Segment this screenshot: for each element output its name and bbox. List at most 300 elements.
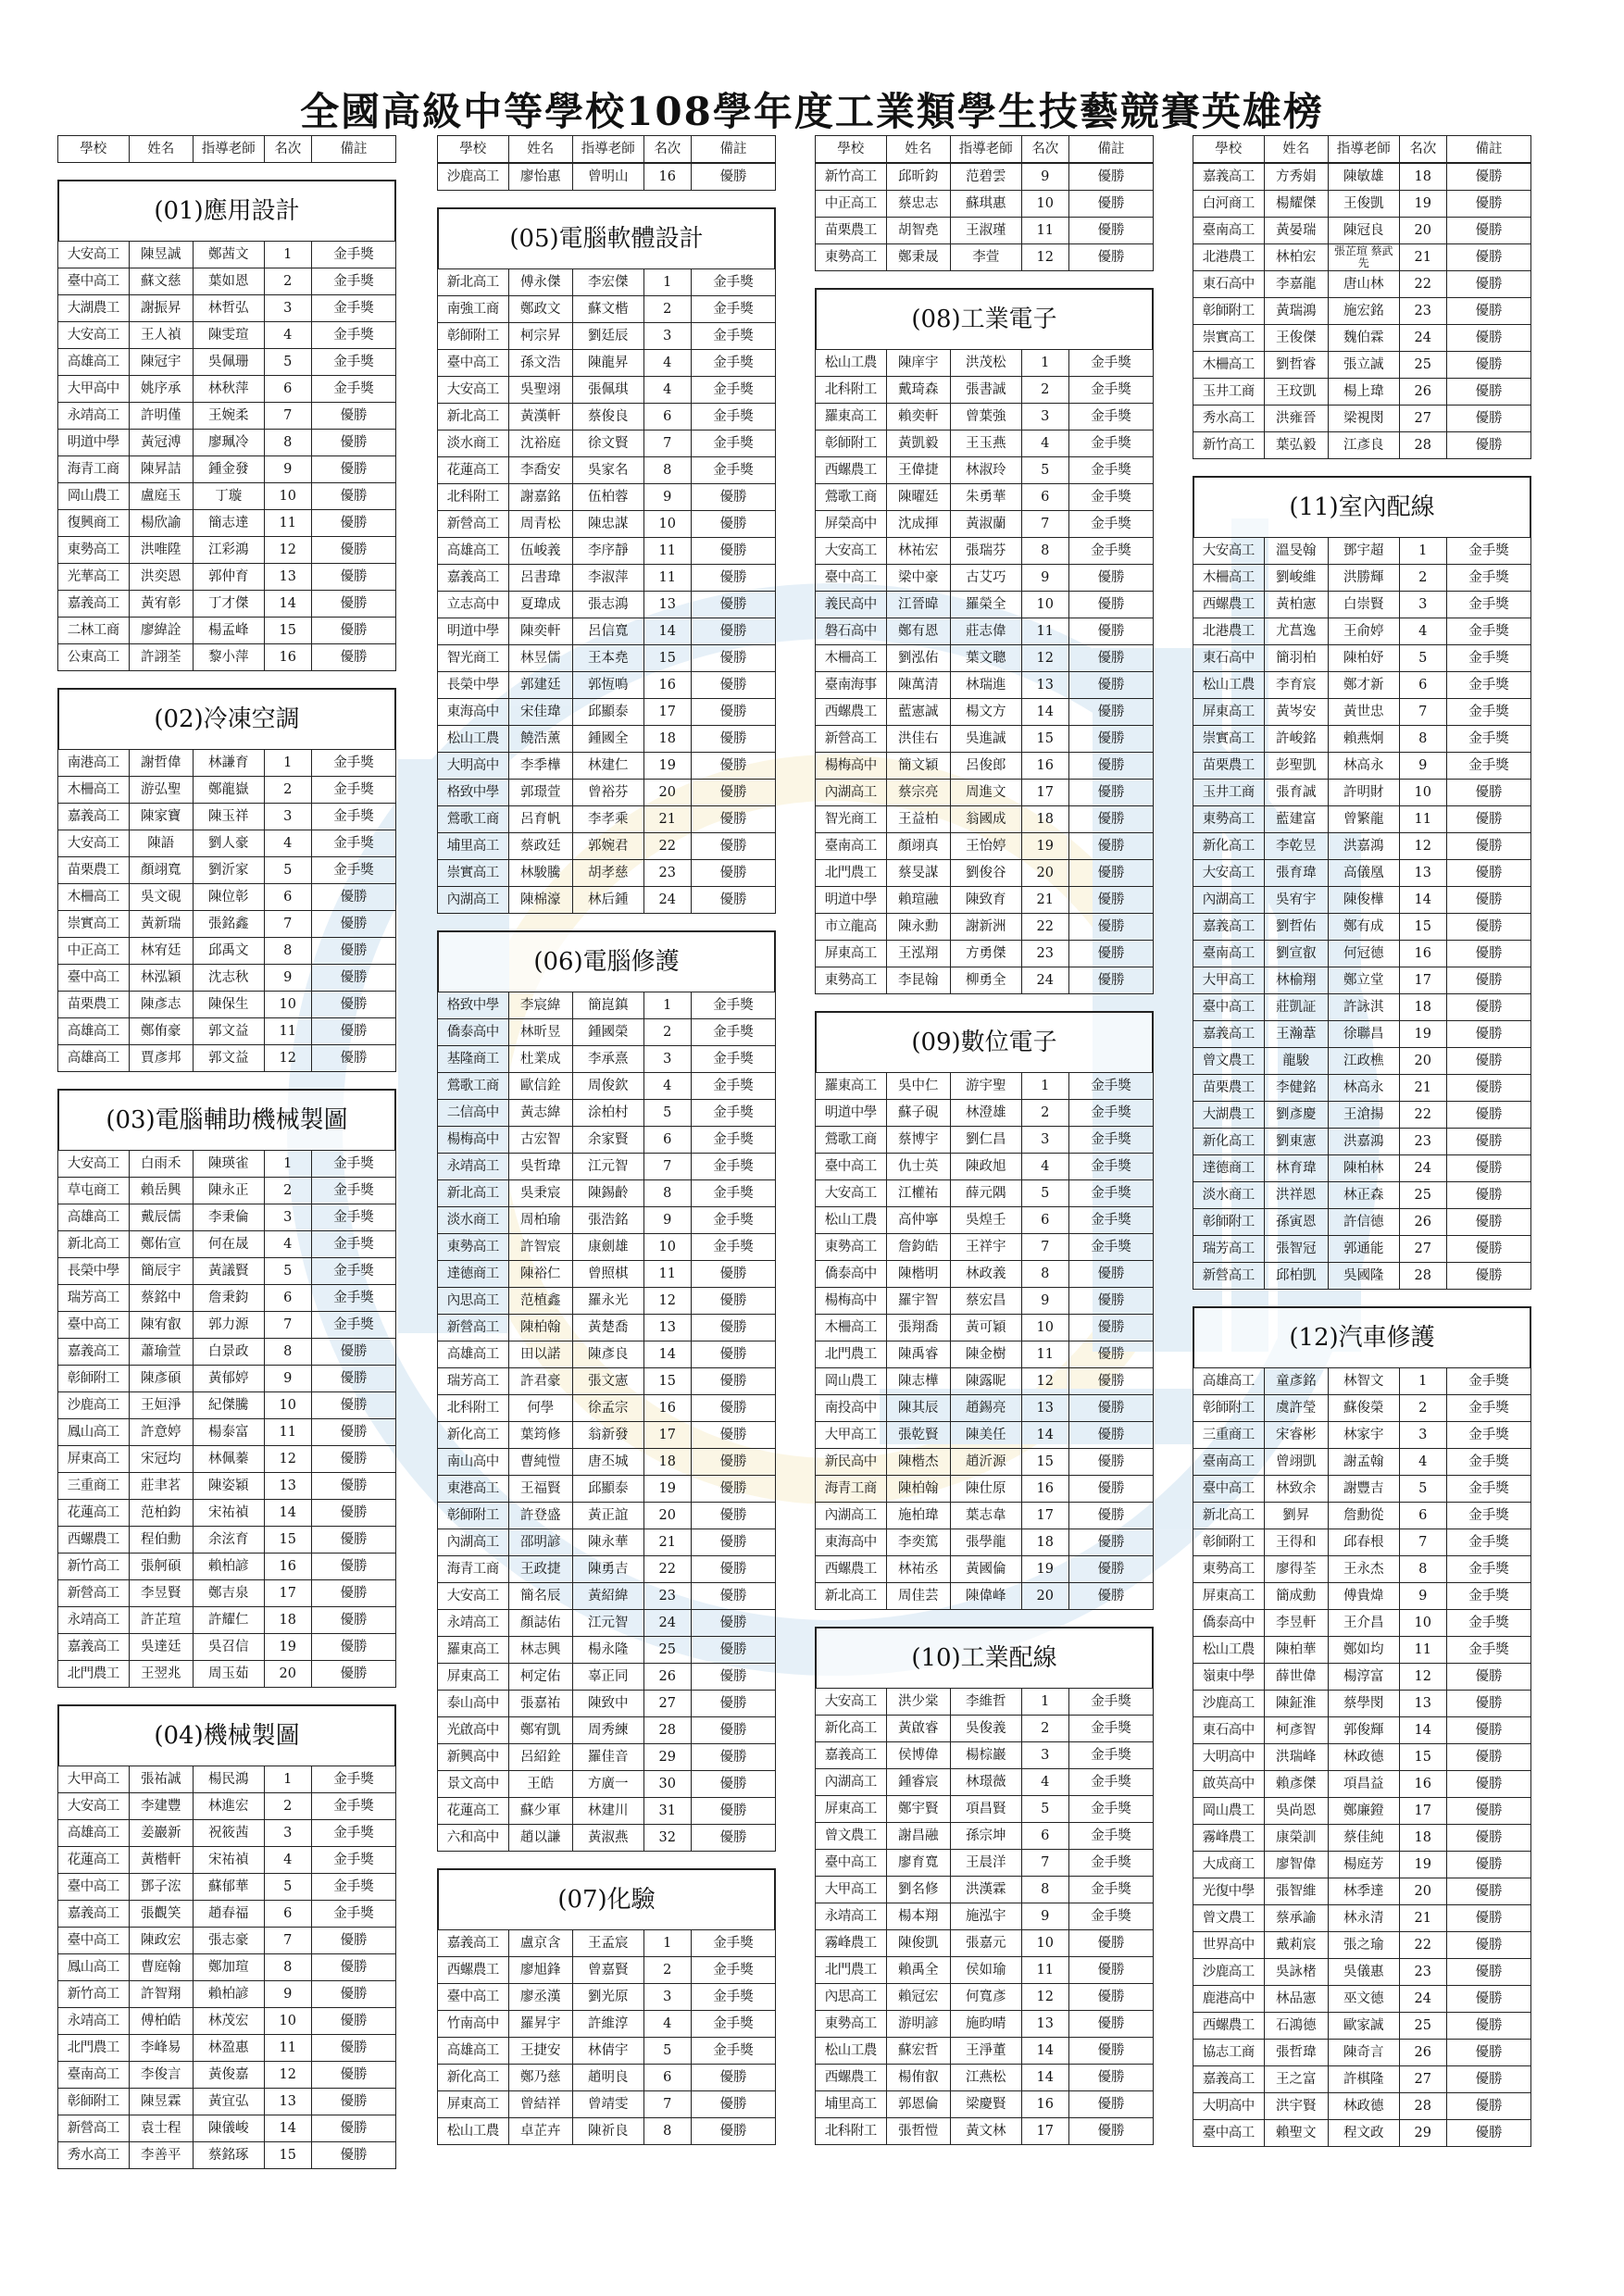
teacher-cell: 洪嘉鴻 xyxy=(1328,833,1399,860)
school-cell: 永靖高工 xyxy=(58,1607,130,1634)
name-cell: 陳政宏 xyxy=(129,1928,193,1954)
school-cell: 格致中學 xyxy=(438,780,509,806)
teacher-cell: 陳奇言 xyxy=(1328,2040,1399,2066)
school-cell: 松山工農 xyxy=(816,1207,887,1234)
school-cell: 立志高中 xyxy=(438,592,509,618)
rank-cell: 21 xyxy=(1399,244,1446,271)
header-cell: 指導老師 xyxy=(950,136,1021,163)
rank-cell: 15 xyxy=(643,1368,691,1395)
teacher-cell: 林盈惠 xyxy=(193,2035,264,2062)
school-cell: 瑞芳高工 xyxy=(58,1285,130,1312)
table-row xyxy=(1193,379,1531,406)
table-row xyxy=(816,1583,1154,1610)
rank-cell: 3 xyxy=(1021,1127,1068,1154)
teacher-cell: 何寬彥 xyxy=(950,1984,1021,2011)
name-cell: 陳昱霖 xyxy=(129,2089,193,2115)
teacher-cell: 鄭龍嶽 xyxy=(193,777,264,804)
table-row xyxy=(438,1717,776,1744)
school-cell: 海青工商 xyxy=(816,1476,887,1503)
name-cell: 宋睿彬 xyxy=(1264,1422,1328,1449)
name-cell: 王益柏 xyxy=(886,806,950,833)
teacher-cell: 陳冠良 xyxy=(1328,218,1399,244)
school-cell: 嘉義高工 xyxy=(1193,914,1265,941)
school-cell: 大安高工 xyxy=(1193,538,1265,565)
teacher-cell: 曾繁龍 xyxy=(1328,806,1399,833)
teacher-cell: 王介昌 xyxy=(1328,1610,1399,1637)
name-cell: 李昆翰 xyxy=(886,967,950,994)
rank-cell: 2 xyxy=(1021,1100,1068,1127)
remark-cell: 優勝 xyxy=(311,1419,395,1446)
school-cell: 格致中學 xyxy=(438,992,509,1019)
name-cell: 林泓穎 xyxy=(129,965,193,992)
header-cell: 學校 xyxy=(438,136,509,163)
table-row xyxy=(1193,1368,1531,1395)
table-row xyxy=(1193,406,1531,432)
teacher-cell: 許詠淇 xyxy=(1328,994,1399,1021)
teacher-cell: 張芷瑄 蔡武先 xyxy=(1328,244,1399,271)
school-cell: 高雄高工 xyxy=(58,349,130,376)
school-cell: 臺中高工 xyxy=(1193,1476,1265,1503)
rank-cell: 13 xyxy=(1021,2011,1068,2038)
name-cell: 劉名修 xyxy=(886,1877,950,1903)
name-cell: 林志興 xyxy=(508,1637,572,1664)
results-table xyxy=(57,749,396,1072)
teacher-cell: 楊孟峰 xyxy=(193,618,264,644)
name-cell: 楊欣諭 xyxy=(129,510,193,537)
name-cell: 王人禎 xyxy=(129,322,193,349)
rank-cell: 28 xyxy=(1399,2093,1446,2120)
table-row xyxy=(816,699,1154,726)
table-row xyxy=(438,1984,776,2011)
rank-cell: 16 xyxy=(1021,1476,1068,1503)
school-cell: 東勢高工 xyxy=(438,1234,509,1261)
rank-cell: 12 xyxy=(1021,645,1068,672)
teacher-cell: 邱春根 xyxy=(1328,1529,1399,1556)
school-cell: 海青工商 xyxy=(58,456,130,483)
rank-cell: 17 xyxy=(643,699,691,726)
school-cell: 嘉義高工 xyxy=(438,1930,509,1957)
school-cell: 大甲高中 xyxy=(58,376,130,403)
name-cell: 林昕昱 xyxy=(508,1019,572,1046)
remark-cell: 金手獎 xyxy=(311,295,395,322)
school-cell: 嘉義高工 xyxy=(58,1339,130,1366)
rank-cell: 20 xyxy=(1399,1878,1446,1905)
table-row xyxy=(438,1930,776,1957)
teacher-cell: 鄧宇超 xyxy=(1328,538,1399,565)
school-cell: 東港高工 xyxy=(438,1476,509,1503)
school-cell: 東石高中 xyxy=(1193,1717,1265,1744)
school-cell: 僑泰高中 xyxy=(816,1261,887,1288)
rank-cell: 20 xyxy=(264,1661,311,1688)
table-row xyxy=(1193,941,1531,967)
rank-cell: 14 xyxy=(1021,2038,1068,2065)
teacher-cell: 蘇琪惠 xyxy=(950,191,1021,218)
name-cell: 王姮淨 xyxy=(129,1392,193,1419)
teacher-cell: 辜正同 xyxy=(572,1664,643,1691)
remark-cell: 金手獎 xyxy=(691,1207,775,1234)
remark-cell: 優勝 xyxy=(1446,1102,1530,1129)
rank-cell: 11 xyxy=(1021,618,1068,645)
teacher-cell: 王淑瑾 xyxy=(950,218,1021,244)
table-row xyxy=(1193,2066,1531,2093)
teacher-cell: 蘇文楷 xyxy=(572,296,643,323)
school-cell: 臺南高工 xyxy=(1193,941,1265,967)
remark-cell: 優勝 xyxy=(311,2035,395,2062)
section-title: (11)室內配線 xyxy=(1193,476,1531,537)
rank-cell: 28 xyxy=(1399,1263,1446,1290)
remark-cell: 優勝 xyxy=(311,483,395,510)
remark-cell: 優勝 xyxy=(691,1503,775,1529)
school-cell: 北門農工 xyxy=(816,1341,887,1368)
results-table xyxy=(437,992,776,1852)
remark-cell: 優勝 xyxy=(311,1366,395,1392)
school-cell: 臺中高工 xyxy=(438,350,509,377)
teacher-cell: 沈志秋 xyxy=(193,965,264,992)
teacher-cell: 廖珮冷 xyxy=(193,430,264,456)
school-cell: 玉井工商 xyxy=(1193,780,1265,806)
name-cell: 陳奕軒 xyxy=(508,618,572,645)
teacher-cell: 鄭有成 xyxy=(1328,914,1399,941)
teacher-cell: 趙錫亮 xyxy=(950,1395,1021,1422)
name-cell: 蔡博宇 xyxy=(886,1127,950,1154)
rank-cell: 11 xyxy=(1399,806,1446,833)
school-cell: 白河商工 xyxy=(1193,191,1265,218)
table-row xyxy=(58,322,396,349)
school-cell: 永靖高工 xyxy=(438,1610,509,1637)
teacher-cell: 簡崑鎮 xyxy=(572,992,643,1019)
name-cell: 洪奕恩 xyxy=(129,564,193,591)
rank-cell: 18 xyxy=(643,1449,691,1476)
rank-cell: 24 xyxy=(1021,967,1068,994)
school-cell: 三重商工 xyxy=(1193,1422,1265,1449)
remark-cell: 優勝 xyxy=(691,780,775,806)
teacher-cell: 邱顯泰 xyxy=(572,1476,643,1503)
section-title: (12)汽車修護 xyxy=(1193,1306,1531,1367)
school-cell: 鳳山高工 xyxy=(58,1419,130,1446)
remark-cell: 優勝 xyxy=(691,565,775,592)
table-row xyxy=(1193,244,1531,271)
name-cell: 盧京含 xyxy=(508,1930,572,1957)
name-cell: 洪宇賢 xyxy=(1264,2093,1328,2120)
table-row xyxy=(1193,191,1531,218)
table-row xyxy=(438,1583,776,1610)
rank-cell: 5 xyxy=(1399,645,1446,672)
rank-cell: 8 xyxy=(264,938,311,965)
teacher-cell: 邱禹文 xyxy=(193,938,264,965)
rank-cell: 13 xyxy=(1021,672,1068,699)
school-cell: 楊梅高中 xyxy=(816,1288,887,1315)
remark-cell: 金手獎 xyxy=(1068,1127,1153,1154)
remark-cell: 優勝 xyxy=(1446,994,1530,1021)
table-row xyxy=(1193,1691,1531,1717)
remark-cell: 優勝 xyxy=(1068,191,1153,218)
name-cell: 張哲愷 xyxy=(886,2118,950,2145)
table-row xyxy=(58,830,396,857)
teacher-cell: 陳姿穎 xyxy=(193,1473,264,1500)
school-cell: 鹿港高中 xyxy=(1193,1986,1265,2013)
table-row xyxy=(1193,1209,1531,1236)
school-cell: 彰師附工 xyxy=(438,1503,509,1529)
teacher-cell: 簡志達 xyxy=(193,510,264,537)
remark-cell: 優勝 xyxy=(311,911,395,938)
table-row xyxy=(816,1073,1154,1100)
school-cell: 彰師附工 xyxy=(1193,1209,1265,1236)
teacher-cell: 郭婉君 xyxy=(572,833,643,860)
remark-cell: 金手獎 xyxy=(691,296,775,323)
teacher-cell: 王玉燕 xyxy=(950,430,1021,457)
remark-cell: 優勝 xyxy=(1446,1209,1530,1236)
remark-cell: 金手獎 xyxy=(311,268,395,295)
remark-cell: 優勝 xyxy=(311,2008,395,2035)
remark-cell: 優勝 xyxy=(691,1691,775,1717)
teacher-cell: 陳勇吉 xyxy=(572,1556,643,1583)
teacher-cell: 鄭才新 xyxy=(1328,672,1399,699)
school-cell: 沙鹿高工 xyxy=(1193,1959,1265,1986)
table-row xyxy=(438,1771,776,1798)
rank-cell: 21 xyxy=(1399,1905,1446,1932)
school-cell: 大湖農工 xyxy=(58,295,130,322)
name-cell: 李嘉龍 xyxy=(1264,271,1328,298)
table-row xyxy=(816,565,1154,592)
remark-cell: 優勝 xyxy=(691,1637,775,1664)
remark-cell: 金手獎 xyxy=(311,1793,395,1820)
teacher-cell: 周玉茹 xyxy=(193,1661,264,1688)
name-cell: 王泓翔 xyxy=(886,941,950,967)
school-cell: 高雄高工 xyxy=(438,1341,509,1368)
school-cell: 新營高工 xyxy=(438,1315,509,1341)
teacher-cell: 陳永正 xyxy=(193,1178,264,1204)
remark-cell: 優勝 xyxy=(1068,914,1153,941)
rank-cell: 10 xyxy=(643,511,691,538)
table-row xyxy=(816,1689,1154,1716)
remark-cell: 優勝 xyxy=(1068,1368,1153,1395)
rank-cell: 14 xyxy=(643,618,691,645)
school-cell: 曾文農工 xyxy=(816,1823,887,1850)
rank-cell: 25 xyxy=(1399,1182,1446,1209)
rank-cell: 2 xyxy=(643,1019,691,1046)
name-cell: 楊本翔 xyxy=(886,1903,950,1930)
table-row xyxy=(438,1825,776,1852)
teacher-cell: 古艾巧 xyxy=(950,565,1021,592)
rank-cell: 10 xyxy=(1399,1610,1446,1637)
teacher-cell: 楊永隆 xyxy=(572,1637,643,1664)
name-cell: 林柏宏 xyxy=(1264,244,1328,271)
rank-cell: 18 xyxy=(1399,994,1446,1021)
name-cell: 陳萬清 xyxy=(886,672,950,699)
rank-cell: 2 xyxy=(1021,377,1068,404)
school-cell: 淡水商工 xyxy=(438,430,509,457)
table-row xyxy=(1193,1637,1531,1664)
school-cell: 西螺農工 xyxy=(816,1556,887,1583)
school-cell: 明道中學 xyxy=(438,618,509,645)
rank-cell: 4 xyxy=(264,1231,311,1258)
table-row xyxy=(438,1798,776,1825)
rank-cell: 2 xyxy=(1399,1395,1446,1422)
school-cell: 義民高中 xyxy=(816,592,887,618)
school-cell: 海青工商 xyxy=(438,1556,509,1583)
school-cell: 嘉義高工 xyxy=(438,565,509,592)
remark-cell: 優勝 xyxy=(311,2062,395,2089)
remark-cell: 優勝 xyxy=(311,1954,395,1981)
school-cell: 東勢高工 xyxy=(816,2011,887,2038)
remark-cell: 金手獎 xyxy=(1068,538,1153,565)
results-table xyxy=(437,163,776,191)
name-cell: 莊凱証 xyxy=(1264,994,1328,1021)
table-row xyxy=(438,430,776,457)
school-cell: 臺中高工 xyxy=(58,1874,130,1901)
rank-cell: 23 xyxy=(1399,298,1446,325)
table-row xyxy=(1193,1075,1531,1102)
rank-cell: 5 xyxy=(643,1100,691,1127)
school-cell: 明道中學 xyxy=(816,887,887,914)
name-cell: 楊耀傑 xyxy=(1264,191,1328,218)
remark-cell: 金手獎 xyxy=(1446,592,1530,618)
teacher-cell: 柳勇全 xyxy=(950,967,1021,994)
teacher-cell: 周進文 xyxy=(950,780,1021,806)
teacher-cell: 陳龍昇 xyxy=(572,350,643,377)
remark-cell: 優勝 xyxy=(1068,941,1153,967)
teacher-cell: 蔡俊良 xyxy=(572,404,643,430)
name-cell: 曹庭翰 xyxy=(129,1954,193,1981)
rank-cell: 14 xyxy=(264,2115,311,2142)
teacher-cell: 趙明良 xyxy=(572,2065,643,2091)
name-cell: 廖智偉 xyxy=(1264,1852,1328,1878)
remark-cell: 優勝 xyxy=(1068,1984,1153,2011)
table-row xyxy=(1193,1102,1531,1129)
name-cell: 廖旭鋒 xyxy=(508,1957,572,1984)
remark-cell: 金手獎 xyxy=(311,1847,395,1874)
table-row xyxy=(438,1315,776,1341)
name-cell: 顏翊寬 xyxy=(129,857,193,884)
teacher-cell: 王俊凱 xyxy=(1328,191,1399,218)
remark-cell: 金手獎 xyxy=(691,2038,775,2065)
rank-cell: 7 xyxy=(264,403,311,430)
table-row xyxy=(1193,645,1531,672)
name-cell: 王政捷 xyxy=(508,1556,572,1583)
name-cell: 周柏瑜 xyxy=(508,1207,572,1234)
table-row xyxy=(438,592,776,618)
name-cell: 簡文穎 xyxy=(886,753,950,780)
school-cell: 新營高工 xyxy=(58,1580,130,1607)
rank-cell: 12 xyxy=(1021,244,1068,271)
table-row xyxy=(1193,1422,1531,1449)
teacher-cell: 林秋萍 xyxy=(193,376,264,403)
rank-cell: 9 xyxy=(264,456,311,483)
teacher-cell: 蔡佳純 xyxy=(1328,1825,1399,1852)
table-row xyxy=(1193,1556,1531,1583)
name-cell: 何學 xyxy=(508,1395,572,1422)
name-cell: 吳宥宇 xyxy=(1264,887,1328,914)
teacher-cell: 劉人豪 xyxy=(193,830,264,857)
teacher-cell: 曾裕芬 xyxy=(572,780,643,806)
rank-cell: 6 xyxy=(264,884,311,911)
rank-cell: 4 xyxy=(1021,1154,1068,1180)
rank-cell: 6 xyxy=(643,1127,691,1154)
rank-cell: 4 xyxy=(1399,1449,1446,1476)
results-table xyxy=(437,1929,776,2145)
remark-cell: 優勝 xyxy=(311,2089,395,2115)
name-cell: 陳禹睿 xyxy=(886,1341,950,1368)
teacher-cell: 謝豐吉 xyxy=(1328,1476,1399,1503)
remark-cell: 金手獎 xyxy=(691,323,775,350)
name-cell: 王捷安 xyxy=(508,2038,572,2065)
name-cell: 郭璟萱 xyxy=(508,780,572,806)
rank-cell: 8 xyxy=(1021,538,1068,565)
school-cell: 東石高中 xyxy=(1193,271,1265,298)
table-row xyxy=(816,1100,1154,1127)
school-cell: 西螺農工 xyxy=(816,457,887,484)
teacher-cell: 郭文益 xyxy=(193,1045,264,1072)
rank-cell: 14 xyxy=(264,1500,311,1527)
results-table xyxy=(437,268,776,914)
remark-cell: 優勝 xyxy=(691,1261,775,1288)
remark-cell: 優勝 xyxy=(1446,2013,1530,2040)
teacher-cell: 王滄揚 xyxy=(1328,1102,1399,1129)
school-cell: 楊梅高中 xyxy=(438,1127,509,1154)
name-cell: 吳尚恩 xyxy=(1264,1798,1328,1825)
rank-cell: 12 xyxy=(1399,1664,1446,1691)
name-cell: 宋佳瑋 xyxy=(508,699,572,726)
name-cell: 賴彥傑 xyxy=(1264,1771,1328,1798)
table-row xyxy=(1193,1986,1531,2013)
teacher-cell: 徐聯昌 xyxy=(1328,1021,1399,1048)
name-cell: 梁中豪 xyxy=(886,565,950,592)
table-row xyxy=(816,511,1154,538)
school-cell: 中正高工 xyxy=(816,191,887,218)
name-cell: 黃志緯 xyxy=(508,1100,572,1127)
school-cell: 松山工農 xyxy=(1193,1637,1265,1664)
remark-cell: 金手獎 xyxy=(1446,645,1530,672)
rank-cell: 29 xyxy=(643,1744,691,1771)
school-cell: 新北高工 xyxy=(1193,1503,1265,1529)
school-cell: 大明高中 xyxy=(1193,2093,1265,2120)
rank-cell: 15 xyxy=(1399,1744,1446,1771)
name-cell: 姜巖新 xyxy=(129,1820,193,1847)
table-row xyxy=(58,804,396,830)
name-cell: 吳聖翊 xyxy=(508,377,572,404)
remark-cell: 優勝 xyxy=(1446,887,1530,914)
name-cell: 吳詠楮 xyxy=(1264,1959,1328,1986)
remark-cell: 金手獎 xyxy=(691,1154,775,1180)
name-cell: 傅柏皓 xyxy=(129,2008,193,2035)
name-cell: 藍建富 xyxy=(1264,806,1328,833)
teacher-cell: 許耀仁 xyxy=(193,1607,264,1634)
teacher-cell: 張瑞芬 xyxy=(950,538,1021,565)
remark-cell: 優勝 xyxy=(1068,2118,1153,2145)
teacher-cell: 涂柏村 xyxy=(572,1100,643,1127)
teacher-cell: 洪茂松 xyxy=(950,350,1021,377)
teacher-cell: 陳美任 xyxy=(950,1422,1021,1449)
teacher-cell: 黃楚喬 xyxy=(572,1315,643,1341)
teacher-cell: 張志豪 xyxy=(193,1928,264,1954)
teacher-cell: 徐文賢 xyxy=(572,430,643,457)
remark-cell: 金手獎 xyxy=(1446,1556,1530,1583)
teacher-cell: 黃淑燕 xyxy=(572,1825,643,1852)
table-row xyxy=(816,1154,1154,1180)
teacher-cell: 郭文益 xyxy=(193,1018,264,1045)
name-cell: 陳俊凱 xyxy=(886,1930,950,1957)
name-cell: 陳語 xyxy=(129,830,193,857)
rank-cell: 19 xyxy=(1399,1021,1446,1048)
remark-cell: 優勝 xyxy=(311,2115,395,2142)
school-cell: 智光商工 xyxy=(438,645,509,672)
table-row xyxy=(816,1957,1154,1984)
teacher-cell: 丁才傑 xyxy=(193,591,264,618)
table-row xyxy=(58,268,396,295)
school-cell: 岡山農工 xyxy=(58,483,130,510)
school-cell: 臺中高工 xyxy=(58,965,130,992)
remark-cell: 金手獎 xyxy=(1068,350,1153,377)
